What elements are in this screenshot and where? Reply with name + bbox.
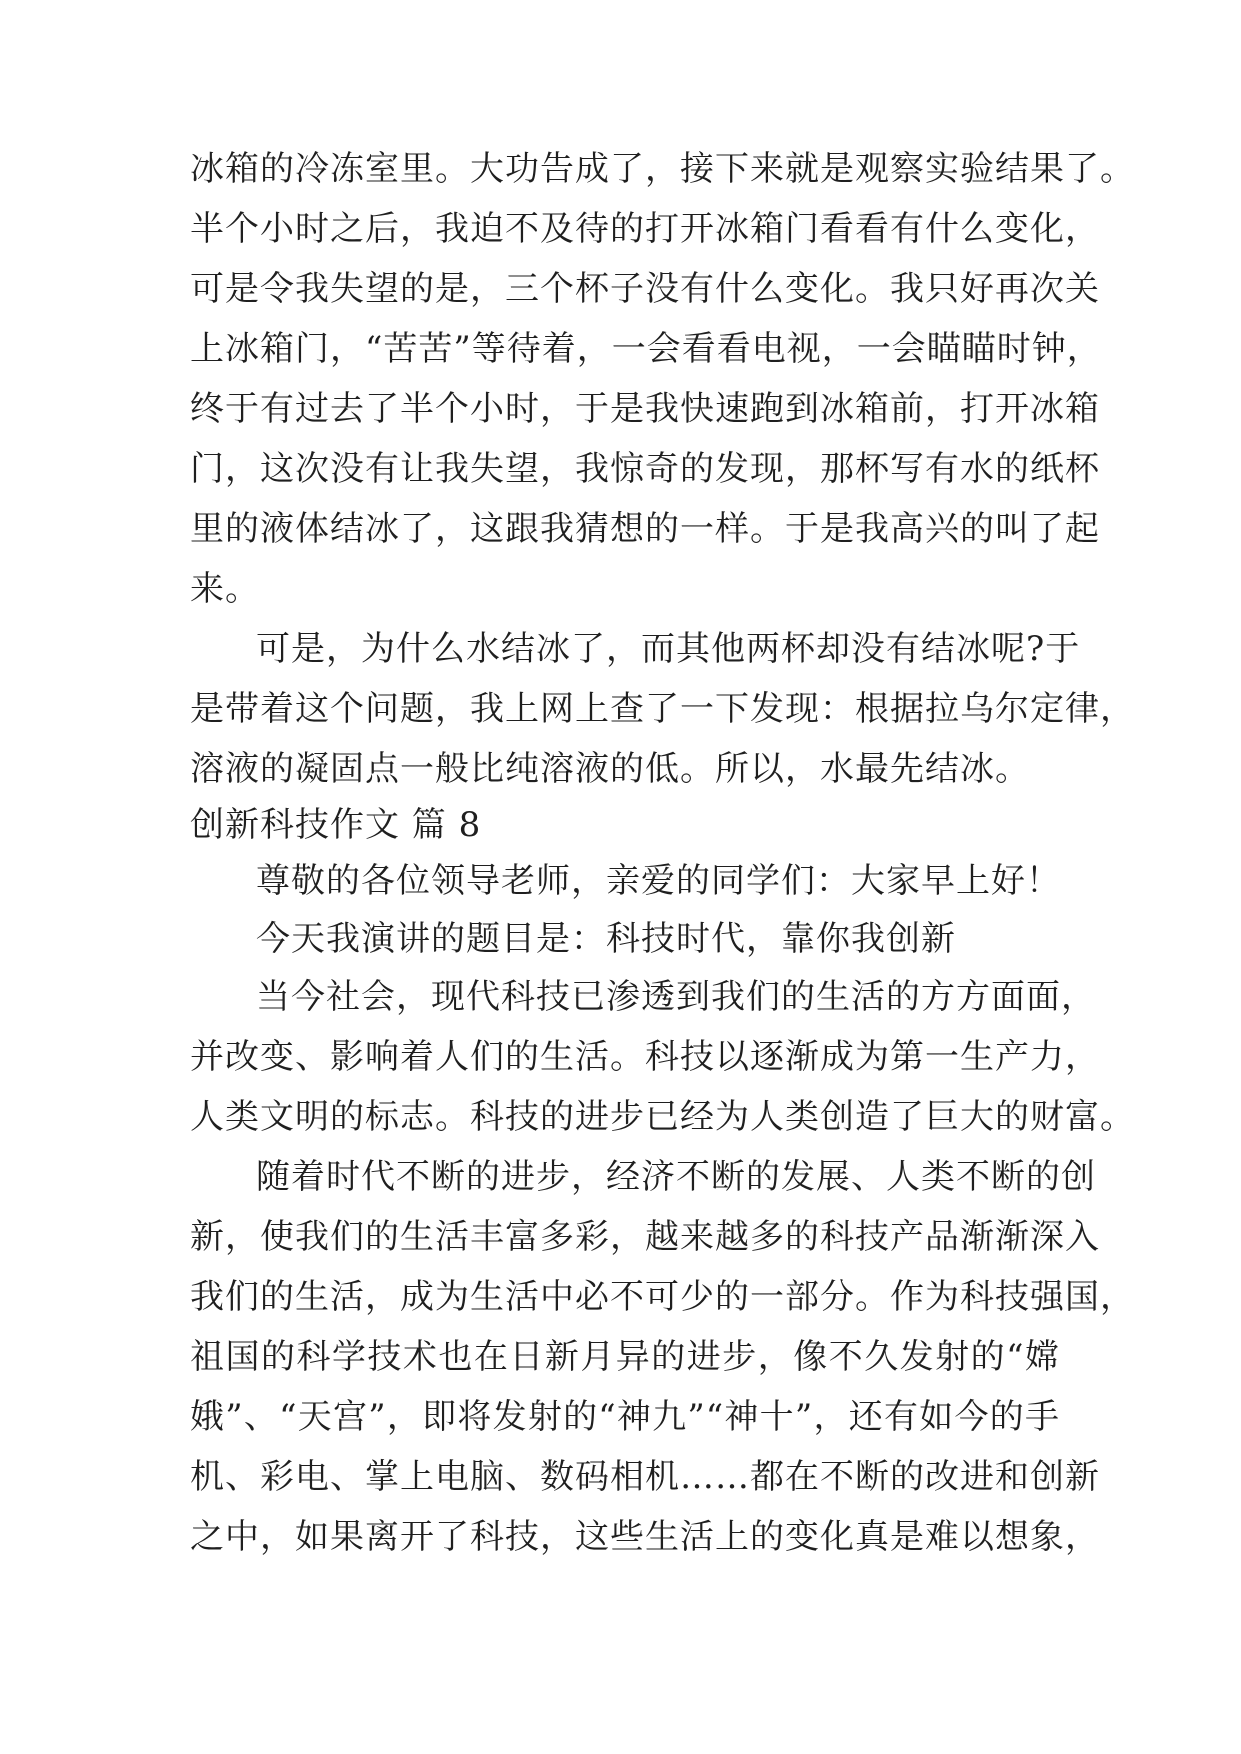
paragraph-line: 当今社会，现代科技已渗透到我们的生活的方方面面， (256, 977, 1096, 1017)
paragraph-line: 机、彩电、掌上电脑、数码相机……都在不断的改进和创新 (190, 1457, 1100, 1497)
paragraph-line: 半个小时之后，我迫不及待的打开冰箱门看看有什么变化， (190, 209, 1100, 249)
paragraph-line: 娥”、“天宫”，即将发射的“神九”“神十”，还有如今的手 (190, 1397, 1060, 1437)
paragraph-line: 新，使我们的生活丰富多彩，越来越多的科技产品渐渐深入 (190, 1217, 1100, 1257)
paragraph-line: 里的液体结冰了，这跟我猜想的一样。于是我高兴的叫了起 (190, 509, 1100, 549)
paragraph-line: 并改变、影响着人们的生活。科技以逐渐成为第一生产力， (190, 1037, 1100, 1077)
paragraph-line: 祖国的科学技术也在日新月异的进步，像不久发射的“嫦 (190, 1337, 1060, 1377)
paragraph-line: 终于有过去了半个小时，于是我快速跑到冰箱前，打开冰箱 (190, 389, 1100, 429)
paragraph-line: 可是，为什么水结冰了，而其他两杯却没有结冰呢?于 (256, 629, 1081, 669)
section-heading: 创新科技作文 篇 8 (190, 805, 482, 845)
paragraph-line: 来。 (190, 569, 260, 609)
paragraph-line: 人类文明的标志。科技的进步已经为人类创造了巨大的财富。 (190, 1097, 1135, 1137)
paragraph-line: 冰箱的冷冻室里。大功告成了，接下来就是观察实验结果了。 (190, 149, 1135, 189)
paragraph-line: 溶液的凝固点一般比纯溶液的低。所以，水最先结冰。 (190, 749, 1030, 789)
paragraph-line: 我们的生活，成为生活中必不可少的一部分。作为科技强国， (190, 1277, 1135, 1317)
paragraph-line: 门，这次没有让我失望，我惊奇的发现，那杯写有水的纸杯 (190, 449, 1100, 489)
paragraph-line: 今天我演讲的题目是：科技时代，靠你我创新 (256, 919, 956, 959)
paragraph-line: 尊敬的各位领导老师，亲爱的同学们：大家早上好！ (256, 861, 1061, 901)
paragraph-line: 是带着这个问题，我上网上查了一下发现：根据拉乌尔定律， (190, 689, 1135, 729)
paragraph-line: 之中，如果离开了科技，这些生活上的变化真是难以想象， (190, 1517, 1100, 1557)
paragraph-line: 随着时代不断的进步，经济不断的发展、人类不断的创 (256, 1157, 1096, 1197)
paragraph-line: 上冰箱门，“苦苦”等待着，一会看看电视，一会瞄瞄时钟， (190, 329, 1102, 369)
paragraph-line: 可是令我失望的是，三个杯子没有什么变化。我只好再次关 (190, 269, 1100, 309)
